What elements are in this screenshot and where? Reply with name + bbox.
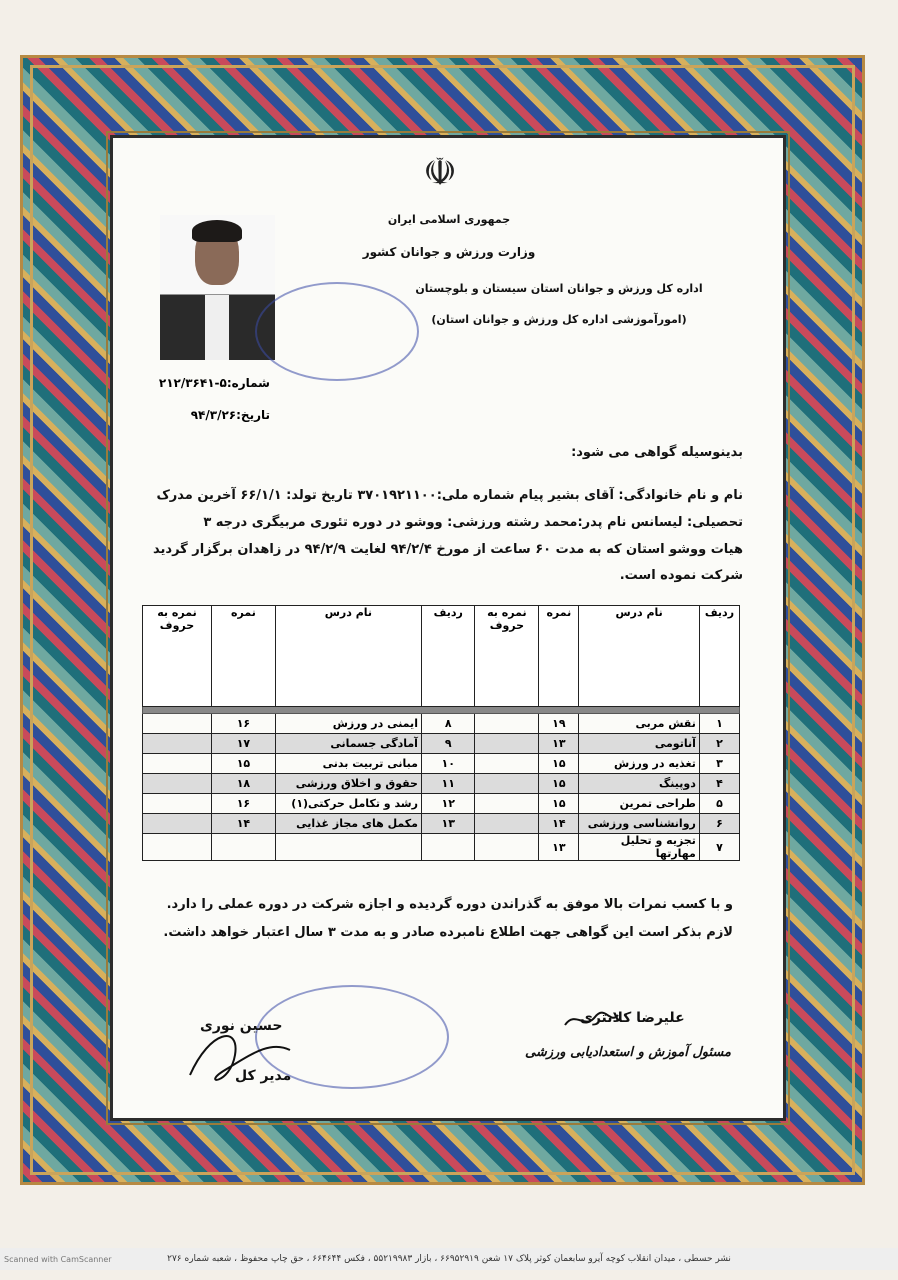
header-line-2: وزارت ورزش و جوانان کشور bbox=[362, 245, 536, 259]
table-cell: ۳ bbox=[699, 754, 739, 774]
col-grade-words-header-2: نمره به حروف bbox=[143, 606, 212, 707]
official-stamp-top bbox=[255, 282, 419, 381]
table-cell: نقش مربی bbox=[579, 714, 699, 734]
table-cell: ۱۵ bbox=[212, 754, 276, 774]
table-cell: ۸ bbox=[421, 714, 475, 734]
table-cell bbox=[475, 734, 539, 754]
table-cell: ۲ bbox=[699, 734, 739, 754]
table-cell bbox=[143, 794, 212, 814]
table-cell: ۹ bbox=[421, 734, 475, 754]
table-cell bbox=[475, 774, 539, 794]
table-cell: ۱۶ bbox=[212, 794, 276, 814]
table-cell: ۱۶ bbox=[212, 714, 276, 734]
table-row bbox=[143, 834, 740, 861]
table-cell bbox=[475, 754, 539, 774]
table-cell: ۵ bbox=[699, 794, 739, 814]
grades-table bbox=[142, 605, 740, 861]
col-grade-header: نمره bbox=[539, 606, 579, 707]
table-cell: طراحی تمرین bbox=[579, 794, 699, 814]
table-cell: دوپینگ bbox=[579, 774, 699, 794]
table-cell: رشد و تکامل حرکتی(۱) bbox=[275, 794, 421, 814]
signatory-left-name: حسین نوری bbox=[200, 1018, 283, 1034]
table-cell bbox=[475, 834, 539, 861]
col-course-header-2: نام درس bbox=[275, 606, 421, 707]
table-row bbox=[143, 754, 740, 774]
table-cell: آمادگی جسمانی bbox=[275, 734, 421, 754]
table-cell bbox=[143, 814, 212, 834]
closing-line-2: لازم بذکر است این گواهی جهت اطلاع نامبرده صادر و به مدت ۳ سال اعتبار خواهد داشت. bbox=[163, 925, 733, 940]
header-line-1: جمهوری اسلامی ایران bbox=[387, 213, 511, 226]
table-row bbox=[143, 734, 740, 754]
table-cell bbox=[212, 834, 276, 861]
table-cell: تغذیه در ورزش bbox=[579, 754, 699, 774]
signatory-right-name: علیرضا کلانتری bbox=[580, 1010, 685, 1026]
table-cell: حقوق و اخلاق ورزشی bbox=[275, 774, 421, 794]
col-grade-header-2: نمره bbox=[212, 606, 276, 707]
iran-emblem-icon: ☫ bbox=[422, 150, 458, 194]
table-cell: تجزیه و تحلیل مهارتها bbox=[579, 834, 699, 861]
table-cell: ۱۰ bbox=[421, 754, 475, 774]
table-header-row bbox=[143, 606, 740, 707]
header-line-4: (امورآموزشی اداره کل ورزش و جوانان استان) bbox=[431, 313, 687, 326]
table-cell: ۱۸ bbox=[212, 774, 276, 794]
col-row-header: ردیف bbox=[699, 606, 739, 707]
table-row bbox=[143, 814, 740, 834]
table-cell: ۱۴ bbox=[539, 814, 579, 834]
table-cell: مبانی تربیت بدنی bbox=[275, 754, 421, 774]
closing-line-1: و با کسب نمرات بالا موفق به گذراندن دوره گردیده و اجازه شرکت در دوره عملی را دارد. bbox=[166, 897, 733, 912]
handwritten-signature-right bbox=[560, 1005, 620, 1035]
table-cell bbox=[143, 754, 212, 774]
table-cell: ایمنی در ورزش bbox=[275, 714, 421, 734]
header-line-3: اداره کل ورزش و جوانان استان سیستان و بلوچستان bbox=[415, 282, 703, 295]
table-separator bbox=[143, 707, 740, 714]
table-cell: روانشناسی ورزشی bbox=[579, 814, 699, 834]
table-cell: مکمل های مجاز غذایی bbox=[275, 814, 421, 834]
table-cell: ۴ bbox=[699, 774, 739, 794]
photo-shirt bbox=[205, 295, 229, 360]
table-cell: ۱۴ bbox=[212, 814, 276, 834]
table-cell: ۶ bbox=[699, 814, 739, 834]
table-cell bbox=[475, 714, 539, 734]
table-cell bbox=[143, 714, 212, 734]
table-cell: ۱۵ bbox=[539, 794, 579, 814]
table-cell: ۱۱ bbox=[421, 774, 475, 794]
signatory-right-title: مسئول آموزش و استعدادیابی ورزشی bbox=[525, 1045, 731, 1060]
certificate-date: تاریخ:۹۴/۳/۲۶ bbox=[190, 408, 270, 422]
table-cell bbox=[143, 774, 212, 794]
col-course-header: نام درس bbox=[579, 606, 699, 707]
signatory-left-title: مدیر کل bbox=[235, 1068, 292, 1084]
table-row bbox=[143, 714, 740, 734]
table-cell: ۱ bbox=[699, 714, 739, 734]
body-line-3: هیات ووشو استان که به مدت ۶۰ ساعت از مورخ ۹۴/۲/۴ لغایت ۹۴/۲/۹ در زاهدان برگزار گردید bbox=[153, 542, 743, 557]
col-row-header-2: ردیف bbox=[421, 606, 475, 707]
table-row bbox=[143, 774, 740, 794]
table-cell: ۷ bbox=[699, 834, 739, 861]
table-cell: ۱۳ bbox=[421, 814, 475, 834]
table-row bbox=[143, 794, 740, 814]
table-cell bbox=[475, 794, 539, 814]
table-cell: ۱۳ bbox=[539, 834, 579, 861]
table-cell bbox=[475, 814, 539, 834]
table-cell bbox=[143, 834, 212, 861]
table-cell: ۱۳ bbox=[539, 734, 579, 754]
certificate-number: شماره:۵-۲۱۲/۳۶۴۱ bbox=[158, 376, 270, 390]
table-cell bbox=[143, 734, 212, 754]
table-cell bbox=[275, 834, 421, 861]
table-cell: ۱۹ bbox=[539, 714, 579, 734]
table-cell: ۱۵ bbox=[539, 754, 579, 774]
body-line-1: نام و نام خانوادگی: آقای بشیر پیام شماره ملی:۳۷۰۱۹۲۱۱۰۰ تاریخ تولد: ۶۶/۱/۱ آخرین مدرک bbox=[156, 488, 743, 503]
handwritten-signature-left bbox=[180, 1020, 300, 1090]
photo-hair bbox=[192, 220, 242, 242]
table-cell: ۱۵ bbox=[539, 774, 579, 794]
body-line-2: تحصیلی: لیسانس نام پدر:محمد رشته ورزشی: ووشو در دوره تئوری مربیگری درجه ۳ bbox=[203, 515, 743, 530]
col-grade-words-header: نمره به حروف bbox=[475, 606, 539, 707]
scanner-watermark: Scanned with CamScanner bbox=[4, 1255, 112, 1264]
table-cell: آناتومی bbox=[579, 734, 699, 754]
table-cell: ۱۲ bbox=[421, 794, 475, 814]
intro-text: بدینوسیله گواهی می شود: bbox=[571, 445, 743, 460]
footer-text: نشر حسطی ، میدان انقلاب کوچه آیرو سابعمان کوثر پلاک ۱۷ شعن ۶۶۹۵۲۹۱۹ ، بازار ۵۵۲۱۹۹۸۳ ، فکس ۶۶۴۶۴۴ ، حق چاپ محفوظ ، شعبه شماره ۲۷۶ bbox=[0, 1248, 898, 1270]
table-cell bbox=[421, 834, 475, 861]
table-cell: ۱۷ bbox=[212, 734, 276, 754]
body-line-4: شرکت نموده است. bbox=[619, 568, 743, 583]
